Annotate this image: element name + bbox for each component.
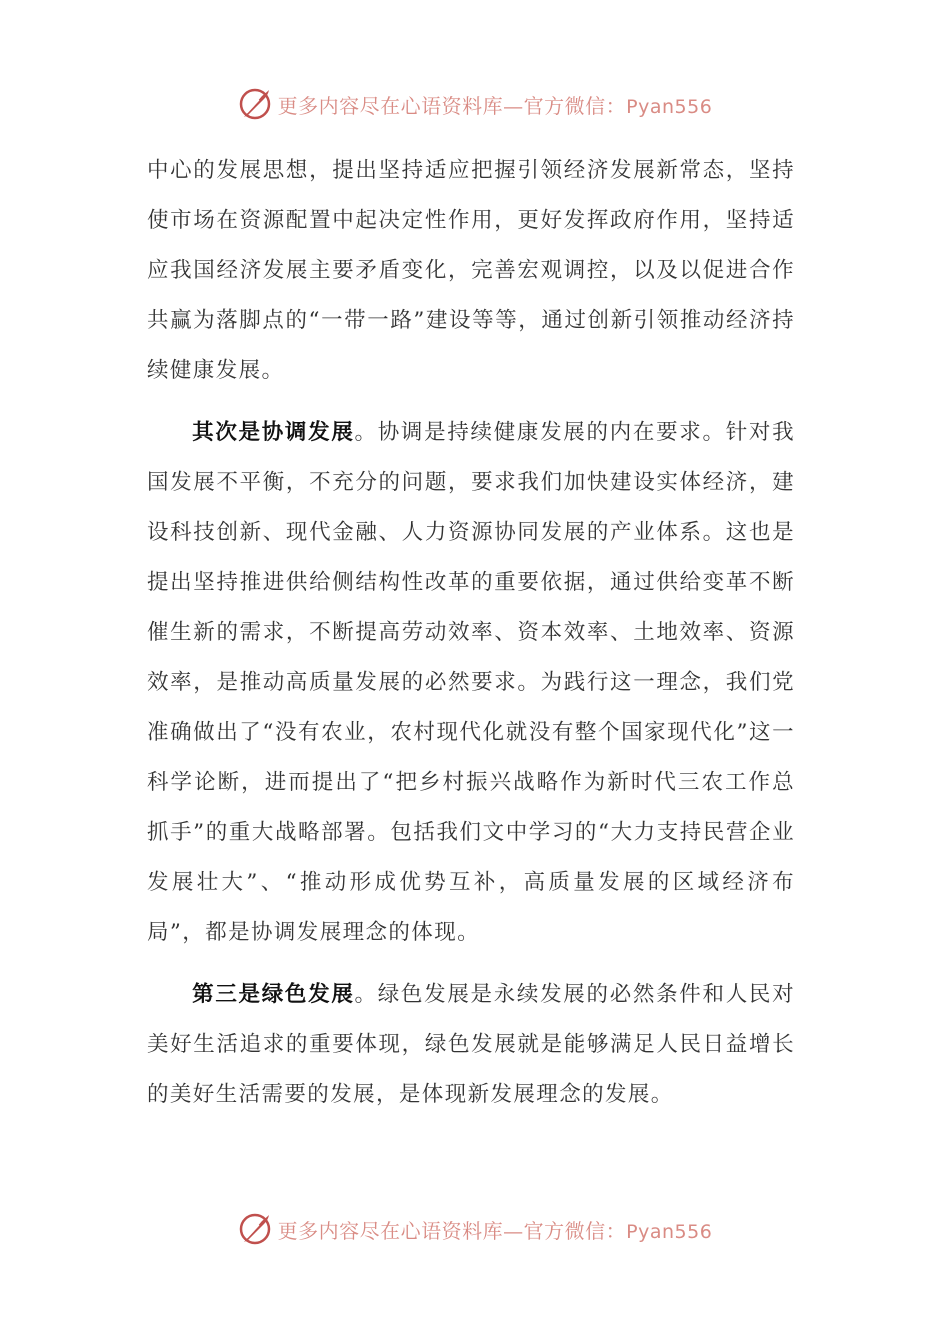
paragraph-3: 第三是绿色发展。绿色发展是永续发展的必然条件和人民对美好生活追求的重要体现，绿色发展就是能够满足人民日益增长的美好生活需要的发展，是体现新发展理念的发展。 <box>147 982 795 1107</box>
quill-logo-icon <box>238 1212 272 1246</box>
header-banner <box>0 84 950 124</box>
footer-banner-text: 更多内容尽在心语资料库—官方微信：Pyan556 <box>277 1218 713 1243</box>
footer-banner <box>0 1209 950 1249</box>
paragraph-2-heading: 其次是协调发展 <box>192 420 355 445</box>
footer-wechat-id: Pyan556 <box>626 1220 713 1243</box>
quill-logo-icon <box>238 87 272 121</box>
paragraph-2: 其次是协调发展。协调是持续健康发展的内在要求。针对我国发展不平衡，不充分的问题，要求我们加快建设实体经济，建设科技创新、现代金融、人力资源协同发展的产业体系。这也是提出坚持推进供给侧结构性改革的重要依据，通过供给变革不断催生新的需求，不断提高劳动效率、资本效率、土地效率、资源效率，是推动高质量发展的必然要求。为践行这一理念，我们党准确做出了“没有农业，农村现代化就没有整个国家现代化”这一科学论断，进而提出了“把乡村振兴战略作为新时代三农工作总抓手”的重大战略部署。包括我们文中学习的“大力支持民营企业发展壮大”、“推动形成优势互补，高质量发展的区域经济布局”，都是协调发展理念的体现。 <box>147 420 795 945</box>
header-wechat-id: Pyan556 <box>626 95 713 118</box>
header-banner-text: 更多内容尽在心语资料库—官方微信：Pyan556 <box>277 93 713 118</box>
document-body <box>147 146 795 1120</box>
paragraph-3-heading: 第三是绿色发展 <box>192 982 355 1007</box>
paragraph-1: 中心的发展思想，提出坚持适应把握引领经济发展新常态，坚持使市场在资源配置中起决定性作用，更好发挥政府作用，坚持适应我国经济发展主要矛盾变化，完善宏观调控，以及以促进合作共赢为落脚点的“一带一路”建设等等，通过创新引领推动经济持续健康发展。 <box>147 158 795 383</box>
